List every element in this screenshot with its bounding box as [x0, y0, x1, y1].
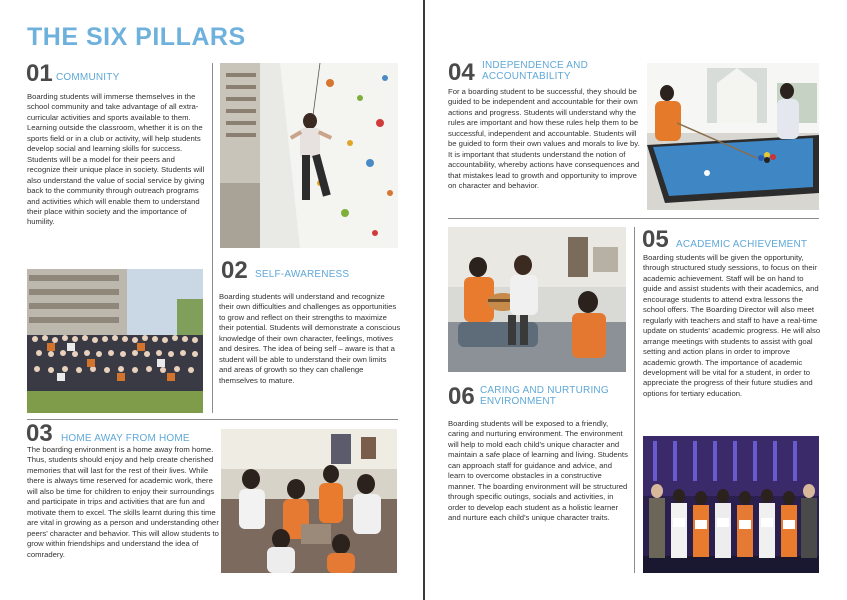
pillar-04-heading: INDEPENDENCE AND ACCOUNTABILITY — [482, 60, 588, 82]
pillar-05-number: 05 — [642, 226, 669, 253]
pillar-01-heading: COMMUNITY — [56, 72, 120, 83]
column-divider — [212, 63, 213, 413]
pillar-05-heading: ACADEMIC ACHIEVEMENT — [676, 239, 808, 250]
pillar-03-body: The boarding environment is a home away from home. Thus, students should enjoy and help create cherished memories that will last for the rest of their lives. While there is always time reserved for academic work, there will also be time for children to enjoy their surroundings and participate in trips and activities that are fun and motivate them to excel. The skills learnt during this time are vital in growing as a person and understanding other peers' character and behavior. This will allow students to grow within friendships and understand the idea of comradery. — [27, 445, 219, 559]
section-divider — [448, 218, 819, 219]
climbing-wall-photo — [220, 63, 398, 248]
pillar-02-number: 02 — [221, 257, 248, 284]
pillar-03-heading: HOME AWAY FROM HOME — [61, 433, 190, 444]
column-divider — [634, 227, 635, 573]
awards-stage-photo — [643, 436, 819, 573]
pillar-04-number: 04 — [448, 59, 475, 86]
guitar-lounge-photo — [448, 227, 626, 372]
right-page — [425, 0, 847, 600]
students-table-photo — [221, 429, 397, 573]
pillar-02-heading: SELF-AWARENESS — [255, 269, 350, 280]
pillar-02-body: Boarding students will understand and recognize their own difficulties and challenges as opportunities to grow and reflect on their strengths to maximize their potential. Students will demonstrate a conscious knowledge of their own character, feelings, motives and desires. The idea of being self – aware is that a student will be able to understand their own limits and areas of growth so they can challenge themselves to mature. — [219, 292, 401, 385]
pillar-03-number: 03 — [26, 420, 53, 447]
left-page — [0, 0, 423, 600]
pillar-04-body: For a boarding student to be successful, they should be guided to be independent and accountable for their own actions and progress. Students will understand why the rules are important and how these rules help them to be successful, independent and accountable. Students will be guided to form their own values and morals to live by. It is important that students understand the notion of accountability, whereby actions have consequences and that mistakes lead to growth and opportunity to improve on character and behavior. — [448, 87, 640, 191]
pillar-06-number: 06 — [448, 383, 475, 410]
section-divider — [27, 419, 398, 420]
pillar-01-number: 01 — [26, 60, 53, 87]
pillar-06-body: Boarding students will be exposed to a friendly, caring and nurturing environment. The environment will help to mold each child's unique character and maintain a safe place of learning and living. Students can approach staff for guidance and advice, and learn to overcome obstacles in a constructive manner. The boarding environment will be structured through specific outings, socials and activities, in order to develop each student as a holistic learner and nurture each child's unique character traits. — [448, 419, 628, 523]
pool-table-photo — [647, 63, 819, 210]
page-title: THE SIX PILLARS — [27, 23, 246, 51]
pillar-01-body: Boarding students will immerse themselves in the school community and take advantage of all extra-curricular activities and sports available to them. Learning outside the classroom, whether it is on the sports field or in a club or activity, will help students develop social and learning skills for success. Students will be a model for their peers and recognize their unique place in society. Students will also understand the value of social service by giving back to the community through outreach programs and activities which will enable them to understand their place within society and the importance of humility. — [27, 92, 205, 227]
pillar-06-heading: CARING AND NURTURING ENVIRONMENT — [480, 385, 609, 407]
group-photo — [27, 269, 203, 413]
pillar-05-body: Boarding students will be given the opportunity, through structured study sessions, to focus on their academic achievement. Staff will be on hand to guide and assist students with their academics, and encourage students to attend extra lessons the school offers. The Boarding Director will also meet regularly with teachers and staff to have a real-time update on students' academic progress. He will also arrange meetings with students to assist with goal setting and action plans in order to improve academic growth. The importance of academic development will be vital for a student, in order to appreciate the progress of their future studies and options for tertiary education. — [643, 253, 821, 398]
